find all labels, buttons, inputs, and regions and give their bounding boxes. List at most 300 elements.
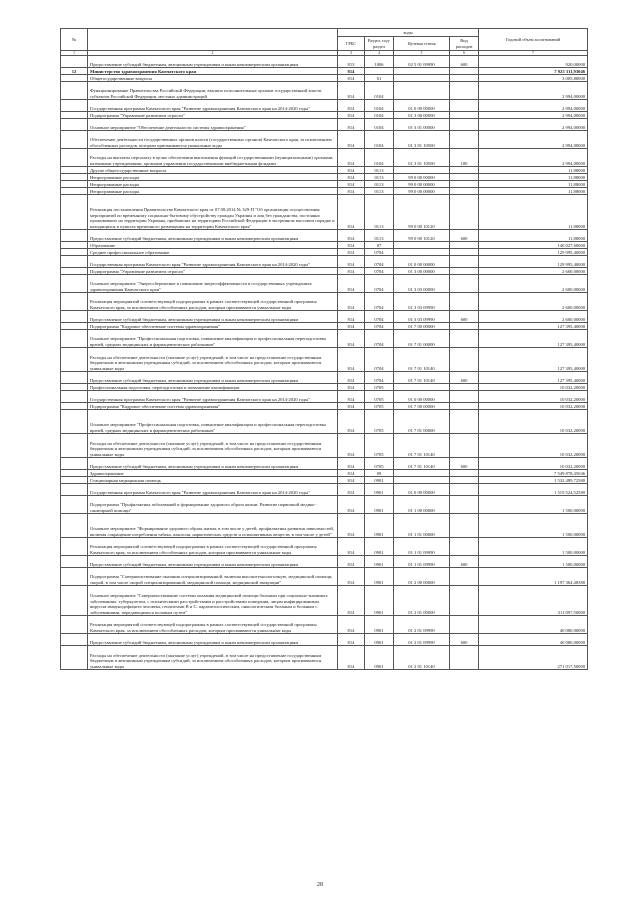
row-amount: 11,88000 bbox=[479, 181, 588, 188]
row-number bbox=[61, 434, 88, 458]
row-number: 12 bbox=[61, 68, 88, 75]
row-target-article: 01 1 01 09990 bbox=[394, 538, 450, 556]
row-name: Подпрограмма "Профилактика заболеваний и формирование здорового образа жизни. Развитие первичной медико-санитарной помощи" bbox=[88, 496, 338, 514]
row-expense-type: 600 bbox=[450, 372, 479, 384]
table-row bbox=[61, 538, 588, 556]
column-index: 6 bbox=[450, 51, 479, 56]
row-section: 0705 bbox=[365, 410, 394, 434]
row-grbs: 814 bbox=[338, 119, 365, 131]
row-amount: 7 549 878,45046 bbox=[479, 470, 588, 477]
row-number bbox=[61, 75, 88, 82]
row-grbs: 814 bbox=[338, 477, 365, 484]
row-amount: 2 994,00000 bbox=[479, 82, 588, 100]
table-row bbox=[61, 311, 588, 323]
row-section: 0704 bbox=[365, 372, 394, 384]
row-target-article: 01 2 00 00000 bbox=[394, 568, 450, 586]
table-row bbox=[61, 556, 588, 568]
row-grbs: 814 bbox=[338, 188, 365, 195]
table-row bbox=[61, 68, 588, 75]
row-name: Реализация мероприятий соответствующей подпрограммы в рамках соответствующей государственной программы Камчатского края, за исключением обособленных расходов, которым присваиваются уникальные коды bbox=[88, 538, 338, 556]
table-row bbox=[61, 372, 588, 384]
row-target-article: 01 0 00 00000 bbox=[394, 391, 450, 403]
row-target-article bbox=[394, 242, 450, 249]
row-target-article bbox=[394, 249, 450, 256]
row-grbs: 814 bbox=[338, 68, 365, 75]
row-name: Среднее профессиональное образование bbox=[88, 249, 338, 256]
row-name: Реализация постановления Правительства Камчатского края от 07.08.2014 № 329-П "Об организации осуществления мероприятий по временному социально-бытовому обустройству граждан Украины и лиц без гражданства, постоянно проживавших на территории Украины, прибывших на территорию Российской Федерации в экстренном массовом порядке и находящихся в пунктах временного размещения на территории Камчатского края" bbox=[88, 195, 338, 230]
row-amount: 127 395,40000 bbox=[479, 348, 588, 372]
header-grbs: ГРБС bbox=[338, 37, 365, 51]
row-number bbox=[61, 230, 88, 242]
row-grbs: 814 bbox=[338, 646, 365, 670]
row-grbs: 814 bbox=[338, 384, 365, 391]
row-expense-type bbox=[450, 514, 479, 538]
row-number bbox=[61, 403, 88, 410]
row-target-article: 01 1 01 00000 bbox=[394, 514, 450, 538]
row-name: Профессиональная подготовка, переподготовка и повышение квалификации bbox=[88, 384, 338, 391]
row-section: 0901 bbox=[365, 496, 394, 514]
row-number bbox=[61, 249, 88, 256]
row-grbs: 814 bbox=[338, 458, 365, 470]
row-grbs: 814 bbox=[338, 100, 365, 112]
row-expense-type bbox=[450, 477, 479, 484]
row-target-article: 01 3 01 10500 bbox=[394, 131, 450, 149]
budget-table bbox=[60, 28, 588, 670]
header-type: Вид расходов bbox=[450, 37, 479, 51]
row-expense-type: 100 bbox=[450, 149, 479, 167]
row-section: 0104 bbox=[365, 82, 394, 100]
row-expense-type bbox=[450, 293, 479, 311]
row-grbs: 814 bbox=[338, 496, 365, 514]
row-section: 0704 bbox=[365, 249, 394, 256]
column-index: 3 bbox=[338, 51, 365, 56]
header-codes: коды bbox=[338, 29, 479, 37]
row-expense-type bbox=[450, 112, 479, 119]
row-amount: 1 500,00000 bbox=[479, 496, 588, 514]
row-name: Подпрограмма "Управление развитием отрасли" bbox=[88, 268, 338, 275]
row-amount: 3 005,88000 bbox=[479, 75, 588, 82]
row-target-article: 01 3 00 00000 bbox=[394, 268, 450, 275]
table-row bbox=[61, 188, 588, 195]
row-amount: 2 994,00000 bbox=[479, 119, 588, 131]
row-section: 0901 bbox=[365, 616, 394, 634]
row-section: 0113 bbox=[365, 167, 394, 174]
row-number bbox=[61, 458, 88, 470]
row-expense-type bbox=[450, 391, 479, 403]
row-name: Основное мероприятие "Энергосбережение и повышение энергоэффективности в государственных учреждениях здравоохранения Камчатского края" bbox=[88, 275, 338, 293]
row-grbs: 814 bbox=[338, 149, 365, 167]
row-expense-type bbox=[450, 100, 479, 112]
row-name: Государственная программа Камчатского края "Развитие здравоохранения Камчатского края на 2014-2020 годы" bbox=[88, 256, 338, 268]
row-grbs: 814 bbox=[338, 538, 365, 556]
row-number bbox=[61, 410, 88, 434]
row-amount: 127 395,40000 bbox=[479, 372, 588, 384]
row-number bbox=[61, 348, 88, 372]
row-grbs: 814 bbox=[338, 167, 365, 174]
row-amount: 127 395,40000 bbox=[479, 330, 588, 348]
row-section: 01 bbox=[365, 75, 394, 82]
row-target-article: 02 5 01 09990 bbox=[394, 56, 450, 68]
row-number bbox=[61, 82, 88, 100]
row-number bbox=[61, 538, 88, 556]
row-section: 1006 bbox=[365, 56, 394, 68]
row-expense-type bbox=[450, 174, 479, 181]
row-target-article: 01 7 01 10140 bbox=[394, 348, 450, 372]
table-row bbox=[61, 75, 588, 82]
row-section: 0901 bbox=[365, 484, 394, 496]
row-grbs: 814 bbox=[338, 230, 365, 242]
row-name: Подпрограмма "Совершенствование оказания специализированной, включая высокотехнологичную, медицинской помощи, скорой, в том числе скорой специализированной, медицинской помощи, медицинской эвакуации" bbox=[88, 568, 338, 586]
row-section: 0901 bbox=[365, 568, 394, 586]
row-target-article: 99 0 00 10120 bbox=[394, 230, 450, 242]
row-amount: 10 032,20000 bbox=[479, 410, 588, 434]
row-name: Непрограммные расходы bbox=[88, 174, 338, 181]
row-grbs: 814 bbox=[338, 75, 365, 82]
row-expense-type bbox=[450, 188, 479, 195]
row-target-article bbox=[394, 82, 450, 100]
row-number bbox=[61, 311, 88, 323]
row-amount: 10 032,20000 bbox=[479, 434, 588, 458]
row-target-article: 01 3 03 09990 bbox=[394, 293, 450, 311]
table-row bbox=[61, 268, 588, 275]
table-row bbox=[61, 275, 588, 293]
row-number bbox=[61, 586, 88, 616]
header-name bbox=[88, 29, 338, 51]
row-target-article: 01 3 03 09990 bbox=[394, 311, 450, 323]
row-target-article: 01 2 01 10140 bbox=[394, 646, 450, 670]
table-row bbox=[61, 112, 588, 119]
table-row bbox=[61, 167, 588, 174]
row-number bbox=[61, 323, 88, 330]
row-section: 0705 bbox=[365, 434, 394, 458]
row-name: Реализация мероприятий соответствующей подпрограммы в рамках соответствующей государственной программы Камчатского края, за исключением обособленных расходов, которым присваиваются уникальные коды bbox=[88, 616, 338, 634]
row-section: 0104 bbox=[365, 112, 394, 119]
row-name: Основное мероприятие "Совершенствование системы оказания медицинской помощи больным при социально-значимых заболеваниях: туберкулезом, с психическими расстройствами и расстройствами поведения, лицам инфицированным вирусом иммунодефицита человека, гепатитами В и С, паразитологическим, онкологическим больным и больным с заболеваниями, передающимися половым путем" bbox=[88, 586, 338, 616]
row-target-article: 01 3 03 00000 bbox=[394, 275, 450, 293]
row-number bbox=[61, 112, 88, 119]
row-expense-type: 600 bbox=[450, 634, 479, 646]
table-row bbox=[61, 568, 588, 586]
row-name: Предоставление субсидий бюджетным, автономным учреждениям и иным некоммерческим организациям bbox=[88, 458, 338, 470]
row-target-article bbox=[394, 75, 450, 82]
table-row bbox=[61, 249, 588, 256]
row-grbs: 813 bbox=[338, 56, 365, 68]
row-expense-type bbox=[450, 256, 479, 268]
column-index: 1 bbox=[61, 51, 88, 56]
row-name: Расходы на обеспечение деятельности (оказание услуг) учреждений, в том числе на предоставление государственным бюджетным и автономным учреждениям субсидий, за исключением обособленных расходов, которым присваиваются уникальные коды bbox=[88, 434, 338, 458]
row-target-article: 01 2 01 00000 bbox=[394, 586, 450, 616]
row-amount: 10 032,20000 bbox=[479, 391, 588, 403]
row-expense-type bbox=[450, 484, 479, 496]
row-section: 0901 bbox=[365, 477, 394, 484]
row-number bbox=[61, 181, 88, 188]
row-grbs: 814 bbox=[338, 323, 365, 330]
row-expense-type bbox=[450, 242, 479, 249]
row-section: 0705 bbox=[365, 391, 394, 403]
row-amount: 2 600,00000 bbox=[479, 275, 588, 293]
table-row bbox=[61, 149, 588, 167]
row-amount: 11,88000 bbox=[479, 195, 588, 230]
row-target-article: 01 0 00 00000 bbox=[394, 100, 450, 112]
table-row bbox=[61, 293, 588, 311]
table-row bbox=[61, 323, 588, 330]
row-grbs: 814 bbox=[338, 556, 365, 568]
header-amount: Годовой объем ассигнований bbox=[479, 29, 588, 51]
row-number bbox=[61, 293, 88, 311]
row-name: Предоставление субсидий бюджетным, автономным учреждениям и иным некоммерческим организациям bbox=[88, 311, 338, 323]
row-section: 0704 bbox=[365, 348, 394, 372]
table-row bbox=[61, 384, 588, 391]
row-section: 0113 bbox=[365, 181, 394, 188]
row-amount: 11,88000 bbox=[479, 230, 588, 242]
row-expense-type bbox=[450, 568, 479, 586]
row-number bbox=[61, 242, 88, 249]
row-amount: 40 080,00000 bbox=[479, 634, 588, 646]
row-expense-type bbox=[450, 616, 479, 634]
row-grbs: 814 bbox=[338, 82, 365, 100]
row-section: 0704 bbox=[365, 256, 394, 268]
row-number bbox=[61, 384, 88, 391]
row-amount: 2 600,00000 bbox=[479, 268, 588, 275]
row-target-article: 01 1 01 09990 bbox=[394, 556, 450, 568]
row-target-article: 01 7 01 10140 bbox=[394, 458, 450, 470]
row-target-article: 99 0 00 00000 bbox=[394, 174, 450, 181]
row-number bbox=[61, 372, 88, 384]
row-section: 0705 bbox=[365, 458, 394, 470]
row-amount: 2 600,00000 bbox=[479, 293, 588, 311]
row-expense-type bbox=[450, 470, 479, 477]
row-grbs: 814 bbox=[338, 410, 365, 434]
table-row bbox=[61, 646, 588, 670]
row-section: 0104 bbox=[365, 100, 394, 112]
row-expense-type bbox=[450, 538, 479, 556]
row-target-article: 01 7 00 00000 bbox=[394, 403, 450, 410]
row-section: 0704 bbox=[365, 293, 394, 311]
table-row bbox=[61, 616, 588, 634]
row-number bbox=[61, 568, 88, 586]
table-row bbox=[61, 458, 588, 470]
row-name: Предоставление субсидий бюджетным, автономным учреждениям и иным некоммерческим организациям bbox=[88, 230, 338, 242]
row-expense-type bbox=[450, 131, 479, 149]
row-target-article: 01 7 00 00000 bbox=[394, 323, 450, 330]
row-number bbox=[61, 391, 88, 403]
row-name: Непрограммные расходы bbox=[88, 181, 338, 188]
table-row bbox=[61, 514, 588, 538]
table-body bbox=[61, 56, 588, 670]
row-target-article: 01 3 00 00000 bbox=[394, 112, 450, 119]
row-target-article: 01 7 01 10140 bbox=[394, 372, 450, 384]
row-grbs: 814 bbox=[338, 174, 365, 181]
header-target: Целевая статья bbox=[394, 37, 450, 51]
row-number bbox=[61, 100, 88, 112]
row-amount: 311 097,50000 bbox=[479, 586, 588, 616]
row-name: Основное мероприятие "Профессиональная подготовка, повышение квалификации и профессиональная переподготовка врачей, средних медицинских и фармацевтических работников" bbox=[88, 330, 338, 348]
row-target-article: 01 7 01 00000 bbox=[394, 410, 450, 434]
row-grbs: 814 bbox=[338, 242, 365, 249]
row-name: Расходы на обеспечение деятельности (оказание услуг) учреждений, в том числе на предоставление государственным бюджетным и автономным учреждениям субсидий, за исключением обособленных расходов, которым присваиваются уникальные коды bbox=[88, 348, 338, 372]
table-row bbox=[61, 230, 588, 242]
table-row bbox=[61, 391, 588, 403]
row-amount: 127 395,40000 bbox=[479, 323, 588, 330]
row-amount: 129 995,40000 bbox=[479, 256, 588, 268]
row-grbs: 814 bbox=[338, 403, 365, 410]
row-expense-type: 600 bbox=[450, 311, 479, 323]
row-expense-type bbox=[450, 348, 479, 372]
table-row bbox=[61, 470, 588, 477]
row-target-article: 01 7 01 10140 bbox=[394, 434, 450, 458]
row-amount: 2 994,00000 bbox=[479, 112, 588, 119]
row-grbs: 814 bbox=[338, 275, 365, 293]
row-name: Подпрограмма "Кадровое обеспечение системы здравоохранения" bbox=[88, 323, 338, 330]
row-grbs: 814 bbox=[338, 484, 365, 496]
row-amount: 1 500,00000 bbox=[479, 538, 588, 556]
header-number: № bbox=[61, 29, 88, 51]
row-section: 0113 bbox=[365, 188, 394, 195]
row-amount: 1 519 524,52580 bbox=[479, 484, 588, 496]
row-number bbox=[61, 514, 88, 538]
row-grbs: 814 bbox=[338, 348, 365, 372]
row-amount: 2 994,00000 bbox=[479, 149, 588, 167]
row-expense-type bbox=[450, 410, 479, 434]
column-index: 4 bbox=[365, 51, 394, 56]
row-number bbox=[61, 174, 88, 181]
row-section: 0104 bbox=[365, 119, 394, 131]
row-target-article: 01 3 01 00000 bbox=[394, 119, 450, 131]
row-expense-type bbox=[450, 323, 479, 330]
column-index: 2 bbox=[88, 51, 338, 56]
row-name: Непрограммные расходы bbox=[88, 188, 338, 195]
row-expense-type bbox=[450, 119, 479, 131]
row-grbs: 814 bbox=[338, 568, 365, 586]
table-row bbox=[61, 348, 588, 372]
row-number bbox=[61, 195, 88, 230]
row-expense-type: 600 bbox=[450, 458, 479, 470]
row-name: Расходы на выплаты персоналу в целях обеспечения выполнения функций государственными (муниципальными) органами, казенными учреждениями, органами управления государственными внебюджетными фондами bbox=[88, 149, 338, 167]
table-row bbox=[61, 496, 588, 514]
row-expense-type bbox=[450, 195, 479, 230]
row-name: Предоставление субсидий бюджетным, автономным учреждениям и иным некоммерческим организациям bbox=[88, 372, 338, 384]
row-name: Другие общегосударственные вопросы bbox=[88, 167, 338, 174]
row-number bbox=[61, 556, 88, 568]
row-name: Здравоохранение bbox=[88, 470, 338, 477]
row-expense-type: 600 bbox=[450, 230, 479, 242]
row-section: 0113 bbox=[365, 174, 394, 181]
row-grbs: 814 bbox=[338, 181, 365, 188]
row-section: 0704 bbox=[365, 275, 394, 293]
row-section: 0901 bbox=[365, 514, 394, 538]
row-amount: 1 197 364,48380 bbox=[479, 568, 588, 586]
row-name: Государственная программа Камчатского края "Развитие здравоохранения Камчатского края на 2014-2020 годы" bbox=[88, 100, 338, 112]
row-grbs: 814 bbox=[338, 311, 365, 323]
row-grbs: 814 bbox=[338, 616, 365, 634]
row-section bbox=[365, 68, 394, 75]
row-number bbox=[61, 131, 88, 149]
header-section: Раздел, под-раздел bbox=[365, 37, 394, 51]
row-number bbox=[61, 634, 88, 646]
row-amount: 1 500,00000 bbox=[479, 514, 588, 538]
row-grbs: 814 bbox=[338, 131, 365, 149]
row-target-article: 01 0 00 00000 bbox=[394, 256, 450, 268]
row-grbs: 814 bbox=[338, 330, 365, 348]
row-section: 0104 bbox=[365, 149, 394, 167]
row-grbs: 814 bbox=[338, 249, 365, 256]
row-expense-type bbox=[450, 384, 479, 391]
row-target-article bbox=[394, 384, 450, 391]
page-number: 28 bbox=[317, 882, 323, 888]
row-section: 0901 bbox=[365, 538, 394, 556]
table-row bbox=[61, 100, 588, 112]
row-amount: 271 017,50000 bbox=[479, 646, 588, 670]
row-section: 0113 bbox=[365, 195, 394, 230]
row-amount: 11,88000 bbox=[479, 167, 588, 174]
row-name: Подпрограмма "Управление развитием отрасли" bbox=[88, 112, 338, 119]
row-target-article: 01 0 00 00000 bbox=[394, 484, 450, 496]
row-section: 0104 bbox=[365, 131, 394, 149]
row-amount: 920,00000 bbox=[479, 56, 588, 68]
row-section: 0901 bbox=[365, 586, 394, 616]
row-expense-type bbox=[450, 181, 479, 188]
row-expense-type bbox=[450, 330, 479, 348]
row-section: 0704 bbox=[365, 311, 394, 323]
row-number bbox=[61, 646, 88, 670]
table-row bbox=[61, 256, 588, 268]
row-name: Основное мероприятие "Формирование здорового образа жизни, в том числе у детей, профилактика развития зависимостей, включая сокращение потребления табака, алкоголя, наркотических средств и психоактивных веществ, в том числе у детей" bbox=[88, 514, 338, 538]
row-target-article: 01 7 01 00000 bbox=[394, 330, 450, 348]
row-name: Предоставление субсидий бюджетным, автономным учреждениям и иным некоммерческим организациям bbox=[88, 56, 338, 68]
table-header bbox=[61, 29, 588, 56]
row-section: 0705 bbox=[365, 384, 394, 391]
row-expense-type bbox=[450, 646, 479, 670]
row-grbs: 814 bbox=[338, 514, 365, 538]
row-expense-type bbox=[450, 249, 479, 256]
row-amount: 1 532 489,72580 bbox=[479, 477, 588, 484]
row-name: Основное мероприятие "Обеспечение деятельности системы здравоохранения" bbox=[88, 119, 338, 131]
table-row bbox=[61, 484, 588, 496]
table-row bbox=[61, 56, 588, 68]
row-grbs: 814 bbox=[338, 372, 365, 384]
table-row bbox=[61, 403, 588, 410]
row-name: Образование bbox=[88, 242, 338, 249]
row-name: Государственная программа Камчатского края "Развитие здравоохранения Камчатского края на 2014-2020 годы" bbox=[88, 484, 338, 496]
row-expense-type bbox=[450, 75, 479, 82]
row-number bbox=[61, 275, 88, 293]
column-index: 7 bbox=[479, 51, 588, 56]
row-expense-type bbox=[450, 403, 479, 410]
row-number bbox=[61, 484, 88, 496]
row-section: 09 bbox=[365, 470, 394, 477]
row-number bbox=[61, 477, 88, 484]
row-section: 07 bbox=[365, 242, 394, 249]
row-target-article: 01 3 01 10500 bbox=[394, 149, 450, 167]
table-row bbox=[61, 181, 588, 188]
row-amount: 11,88000 bbox=[479, 174, 588, 181]
row-section: 0901 bbox=[365, 646, 394, 670]
row-expense-type bbox=[450, 268, 479, 275]
row-section: 0704 bbox=[365, 330, 394, 348]
row-amount: 2 994,00000 bbox=[479, 100, 588, 112]
row-name: Подпрограмма "Кадровое обеспечение системы здравоохранения" bbox=[88, 403, 338, 410]
row-expense-type bbox=[450, 82, 479, 100]
row-expense-type: 600 bbox=[450, 56, 479, 68]
row-amount: 40 080,00000 bbox=[479, 616, 588, 634]
row-amount: 2 994,00000 bbox=[479, 131, 588, 149]
row-name: Обеспечение деятельности государственных органов власти (государственных органов) Камчатского края, за исключением обособленных расходов, которым присваиваются уникальные коды bbox=[88, 131, 338, 149]
row-grbs: 814 bbox=[338, 634, 365, 646]
table-row bbox=[61, 477, 588, 484]
row-grbs: 814 bbox=[338, 268, 365, 275]
row-number bbox=[61, 330, 88, 348]
row-amount: 10 032,20000 bbox=[479, 458, 588, 470]
